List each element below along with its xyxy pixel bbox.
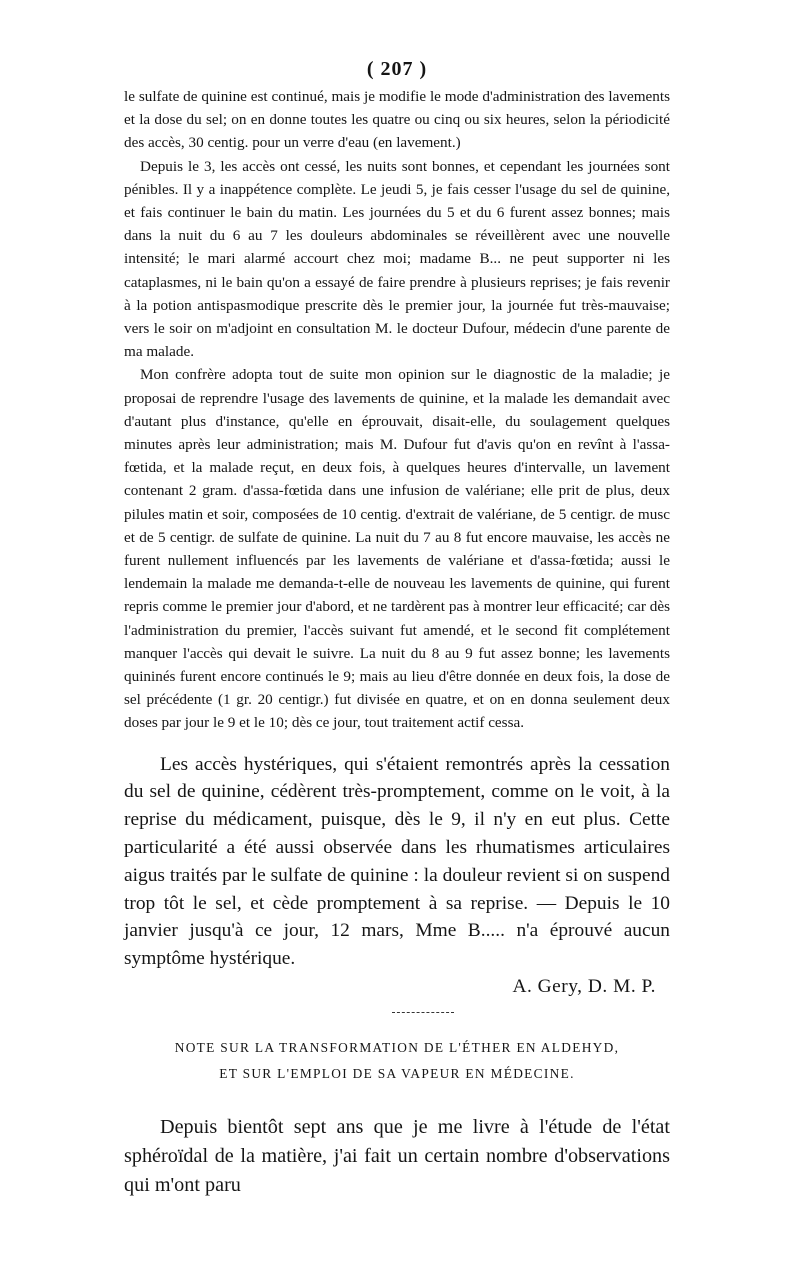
document-page xyxy=(124,58,670,1200)
section-heading-line-1: NOTE SUR LA TRANSFORMATION DE L'ÉTHER EN ALDEHYD, xyxy=(174,1040,620,1056)
paragraph-consultation: Mon confrère adopta tout de suite mon opinion sur le diagnostic de la maladie; je proposai de reprendre l'usage des lavements de quinine, et la malade les demandait avec d'autant plus d'instance, qu'elle en éprouvait, disait-elle, du soulagement quelques minutes après leur administration; mais M. Dufour fut d'avis qu'on en revînt à l'assa-fœtida, et la malade reçut, en deux fois, à quelques heures d'intervalle, un lavement contenant 2 gram. d'assa-fœtida dans une infusion de valériane; elle prit de plus, deux pilules matin et soir, composées de 10 centig. d'extrait de valériane, de 5 centigr. de musc et de 5 centigr. de sulfate de quinine. La nuit du 7 au 8 fut encore mauvaise, les accès ne furent nullement influencés par les lavements de valériane et d'assa-fœtida; aussi le lendemain la malade me demanda-t-elle de nouveau les lavements de quinine, qui furent repris comme le premier jour d'abord, et ne tardèrent pas à montrer leur efficacité; car dès l'administration du premier, l'accès suivant fut amendé, et le second fit complétement manquer l'accès qui devait le suivre. La nuit du 8 au 9 fut assez bonne; les lavements quininés furent encore continués le 9; mais au lieu d'être donnée en deux fois, la dose de sel précédente (1 gr. 20 centigr.) fut divisée en quatre, et on en donna seulement deux doses par jour le 9 et le 10; dès ce jour, tout traitement actif cessa. xyxy=(124,366,670,732)
section-divider xyxy=(392,1012,454,1013)
paragraph-note-intro: Depuis bientôt sept ans que je me livre à l'étude de l'état sphéroïdal de la matière, j'ai fait un certain nombre d'observations qui m'ont paru xyxy=(124,1116,670,1197)
author-signature: A. Gery, D. M. P. xyxy=(512,976,656,998)
paragraph-treatment-continuation: le sulfate de quinine est continué, mais je modifie le mode d'administration des lavements et la dose du sel; on en donne toutes les quatre ou cinq ou six heures, selon la périodicité des accès, 30 centig. pour un verre d'eau (en lavement.) xyxy=(124,88,670,152)
section-heading xyxy=(124,1035,670,1087)
paragraph-hysterical-attacks: Les accès hystériques, qui s'étaient remontrés après la cessation du sel de quinine, cédèrent très-promptement, comme on le voit, à la reprise du médicament, puisque, dès le 9, il n'y en eut plus. Cette particularité a été aussi observée dans les rhumatismes articulaires aigus traités par le sulfate de quinine : la douleur revient si on suspend trop tôt le sel, et cède promptement à sa reprise. — Depuis le 10 janvier jusqu'à ce jour, 12 mars, Mme B..... n'a éprouvé aucun symptôme hystérique. xyxy=(124,753,670,970)
page-number: ( 207 ) xyxy=(366,58,428,80)
section-heading-line-2: ET SUR L'EMPLOI DE SA VAPEUR EN MÉDECINE. xyxy=(219,1066,575,1082)
paragraph-access-ceased: Depuis le 3, les accès ont cessé, les nuits sont bonnes, et cependant les journées sont pénibles. Il y a inappétence complète. Le jeudi 5, je fais cesser l'usage du sel de quinine, et fais continuer le bain du matin. Les journées du 5 et du 6 furent assez bonnes; mais dans la nuit du 6 au 7 les douleurs abdominales se réveillèrent avec une nouvelle intensité; le mari alarmé accourt chez moi; madame B... ne peut supporter ni les cataplasmes, ni le bain qu'on a essayé de faire prendre à plusieurs reprises; je fais revenir à la potion antispasmodique prescrite dès le premier jour, la journée fut très-mauvaise; vers le soir on m'adjoint en consultation M. le docteur Dufour, médecin d'une parente de ma malade. xyxy=(124,157,670,361)
